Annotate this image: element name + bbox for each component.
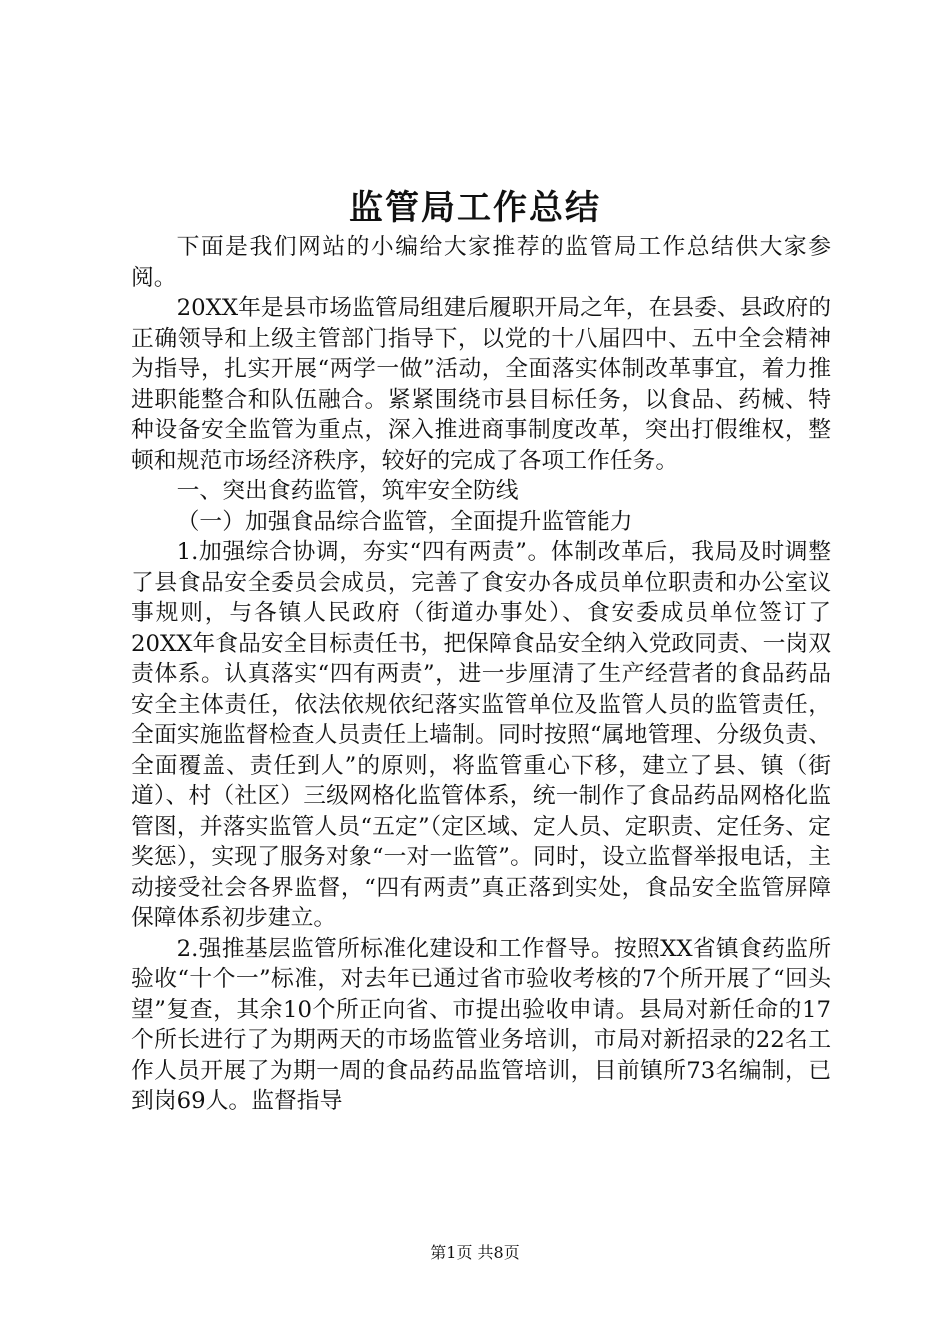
document-body [131, 232, 831, 1117]
intro-paragraph: 下面是我们网站的小编给大家推荐的监管局工作总结供大家参阅。 [131, 234, 831, 291]
item-paragraph-2: 2.强推基层监管所标准化建设和工作督导。按照XX省镇食药监所验收“十个一”标准，对去年已通过省市验收考核的7个所开展了“回头望”复查，其余10个所正向省、市提出验收申请。县局对新任命的17个所长进行了为期两天的市场监管业务培训，市局对新招录的22名工作人员开展了为期一周的食品药品监管培训，目前镇所73名编制，已到岗69人。监督指导 [131, 935, 831, 1114]
page-footer: 第1页 共8页 [430, 1243, 520, 1262]
document-title: 监管局工作总结 [349, 188, 601, 228]
subsection-heading: （一）加强食品综合监管，全面提升监管能力 [176, 508, 633, 535]
overview-paragraph: 20XX年是县市场监管局组建后履职开局之年，在县委、县政府的正确领导和上级主管部门指导下，以党的十八届四中、五中全会精神为指导，扎实开展“两学一做”活动，全面落实体制改革事宜，着力推进职能整合和队伍融合。紧紧围绕市县目标任务，以食品、药械、特种设备安全监管为重点，深入推进商事制度改革，突出打假维权，整顿和规范市场经济秩序，较好的完成了各项工作任务。 [131, 295, 831, 474]
section-heading: 一、突出食药监管，筑牢安全防线 [176, 478, 519, 504]
item-paragraph-1: 1.加强综合协调，夯实“四有两责”。体制改革后，我局及时调整了县食品安全委员会成员，完善了食安办各成员单位职责和办公室议事规则，与各镇人民政府（街道办事处）、食安委成员单位签订了20XX年食品安全目标责任书，把保障食品安全纳入党政同责、一岗双责体系。认真落实“四有两责”，进一步厘清了生产经营者的食品药品安全主体责任，依法依规依纪落实监管单位及监管人员的监管责任，全面实施监督检查人员责任上墙制。同时按照“属地管理、分级负责、全面覆盖、责任到人”的原则，将监管重心下移，建立了县、镇（街道）、村（社区）三级网格化监管体系，统一制作了食品药品网格化监管图，并落实监管人员“五定”（定区域、定人员、定职责、定任务、定奖惩），实现了服务对象“一对一监管”。同时，设立监督举报电话，主动接受社会各界监督，“四有两责”真正落到实处，食品安全监管屏障保障体系初步建立。 [131, 539, 831, 931]
